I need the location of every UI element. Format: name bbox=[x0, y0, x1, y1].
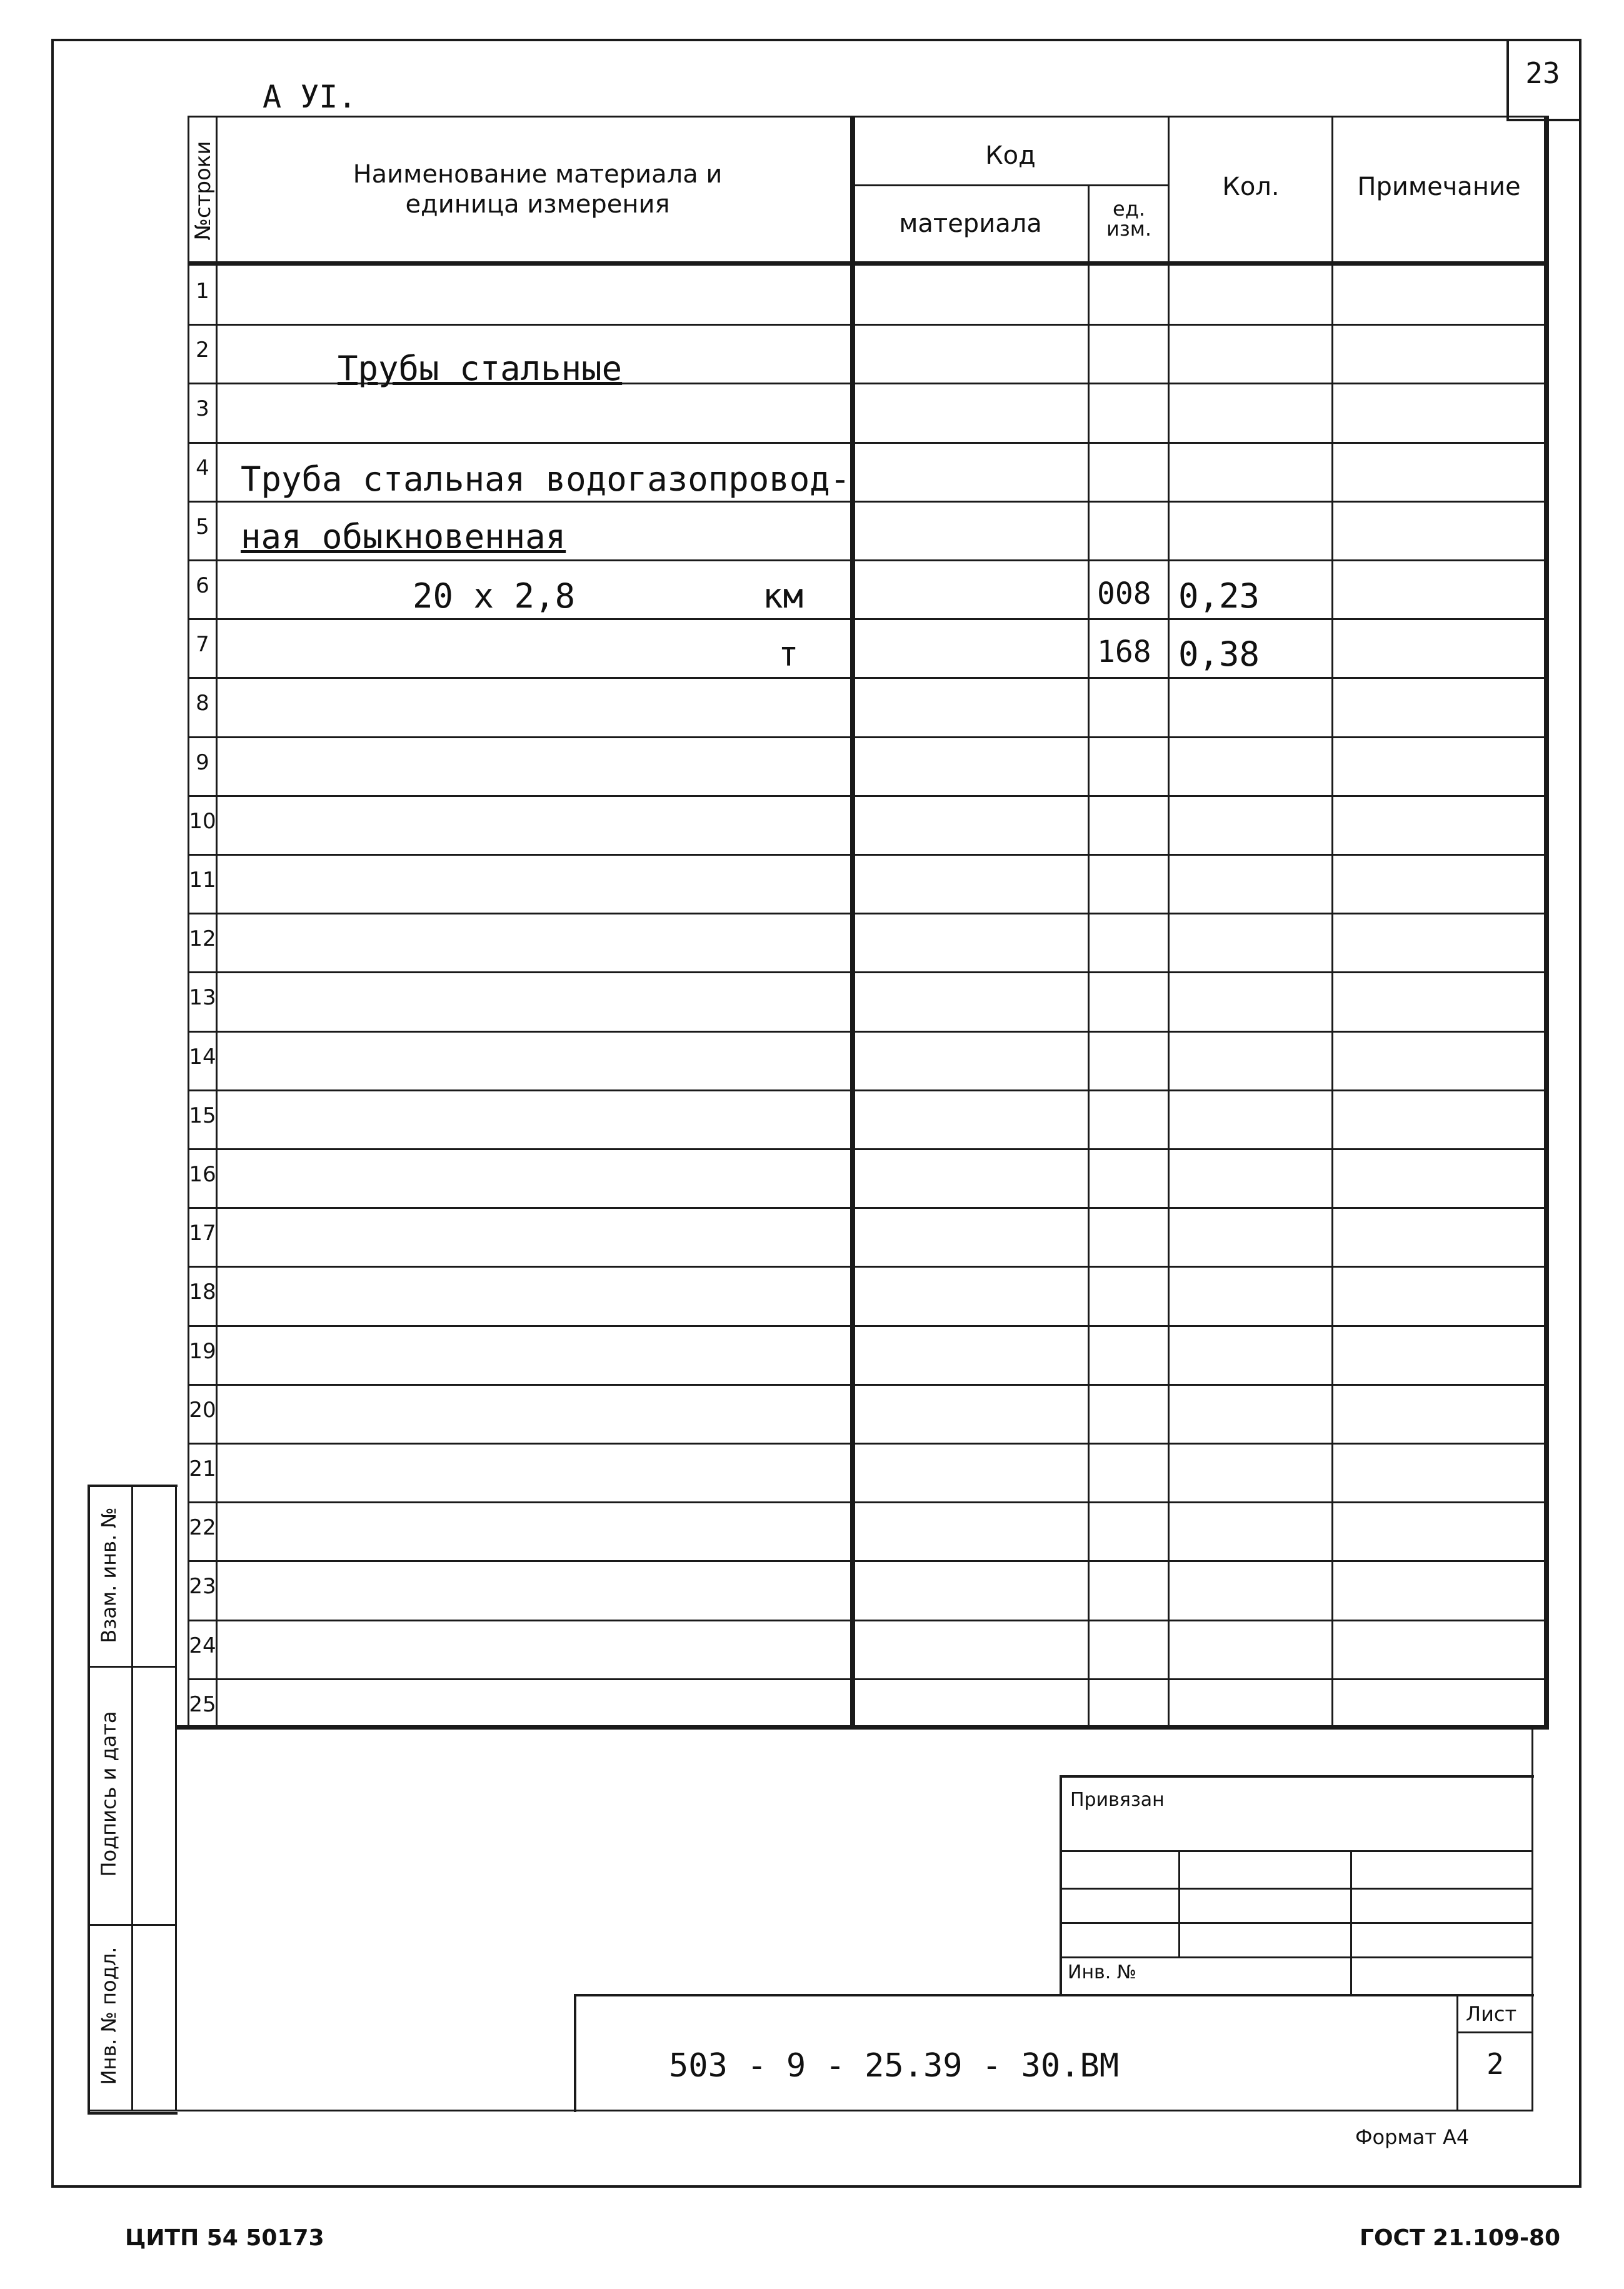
stamp-inv-no: Инв. № bbox=[1068, 1961, 1137, 1983]
header-code-unit: ед. изм. bbox=[1106, 197, 1152, 241]
side-label-inv-podl: Инв. № подл. bbox=[97, 1946, 121, 2085]
row-6-code: 008 bbox=[1097, 576, 1151, 611]
row-line bbox=[188, 1560, 1549, 1562]
row-number: 8 bbox=[196, 691, 209, 716]
row-line bbox=[188, 1325, 1549, 1327]
row-number: 2 bbox=[196, 338, 209, 363]
row-number: 15 bbox=[189, 1103, 216, 1128]
row-5-name: ная обыкновенная bbox=[241, 517, 566, 556]
header-row-number: №строки bbox=[191, 141, 216, 241]
stamp-sheet-label: Лист bbox=[1466, 2002, 1517, 2026]
row-number: 3 bbox=[196, 396, 209, 421]
row-number: 14 bbox=[189, 1044, 216, 1069]
row-number: 24 bbox=[189, 1633, 216, 1658]
row-line bbox=[188, 1620, 1549, 1621]
row-number: 1 bbox=[196, 279, 209, 304]
row-line bbox=[188, 442, 1549, 444]
row-line bbox=[188, 677, 1549, 679]
document-code: 503 - 9 - 25.39 - 30.ВМ bbox=[669, 2047, 1120, 2085]
row-number: 10 bbox=[189, 809, 216, 834]
row-line bbox=[188, 1443, 1549, 1445]
row-number: 5 bbox=[196, 514, 209, 539]
stamp-privyazan: Привязан bbox=[1070, 1789, 1165, 1811]
footer-left: ЦИТП 54 50173 bbox=[125, 2225, 324, 2251]
row-line bbox=[188, 618, 1549, 620]
row-number: 21 bbox=[189, 1456, 216, 1481]
header-name: Наименование материала и единица измерения bbox=[353, 160, 723, 219]
row-6-qty: 0,23 bbox=[1178, 576, 1260, 616]
row-number: 11 bbox=[189, 868, 216, 893]
row-line bbox=[188, 1089, 1549, 1091]
row-2-name: Трубы стальные bbox=[338, 349, 623, 388]
row-number: 22 bbox=[189, 1515, 216, 1540]
row-7-qty: 0,38 bbox=[1178, 634, 1260, 674]
row-number: 16 bbox=[189, 1162, 216, 1187]
header-note: Примечание bbox=[1357, 173, 1521, 201]
row-number: 19 bbox=[189, 1339, 216, 1364]
row-line bbox=[188, 736, 1549, 738]
section-mark: А УI. bbox=[263, 79, 357, 115]
row-6-name: 20 х 2,8 bbox=[413, 576, 576, 616]
row-number: 12 bbox=[189, 926, 216, 951]
row-line bbox=[188, 501, 1549, 503]
row-line bbox=[188, 1266, 1549, 1268]
row-number: 25 bbox=[189, 1692, 216, 1717]
row-line bbox=[188, 1031, 1549, 1033]
row-number: 4 bbox=[196, 456, 209, 481]
row-number: 20 bbox=[189, 1398, 216, 1423]
row-7-code: 168 bbox=[1097, 634, 1151, 669]
side-label-podpis-data: Подпись и дата bbox=[97, 1711, 121, 1877]
row-line bbox=[188, 1207, 1549, 1209]
row-number: 17 bbox=[189, 1221, 216, 1246]
row-4-name: Труба стальная водогазопровод- bbox=[241, 459, 851, 499]
header-code: Код bbox=[985, 141, 1036, 170]
page-number: 23 bbox=[1525, 56, 1560, 90]
row-number: 13 bbox=[189, 985, 216, 1010]
header-quantity: Кол. bbox=[1222, 173, 1280, 201]
row-7-unit: т bbox=[778, 634, 799, 674]
row-line bbox=[188, 1678, 1549, 1680]
row-line bbox=[188, 559, 1549, 561]
footer-right: ГОСТ 21.109-80 bbox=[1360, 2225, 1561, 2251]
row-line bbox=[188, 1148, 1549, 1150]
stamp-sheet-number: 2 bbox=[1486, 2047, 1504, 2081]
row-line bbox=[188, 324, 1549, 326]
side-label-vzam-inv: Взам. инв. № bbox=[97, 1507, 121, 1643]
row-line bbox=[188, 854, 1549, 856]
header-code-material: материала bbox=[899, 209, 1042, 238]
row-number: 18 bbox=[189, 1280, 216, 1305]
row-number: 23 bbox=[189, 1574, 216, 1599]
row-6-unit: км bbox=[763, 576, 804, 616]
row-number: 6 bbox=[196, 573, 209, 598]
row-line bbox=[188, 913, 1549, 914]
format-label: Формат А4 bbox=[1355, 2125, 1470, 2149]
row-line bbox=[188, 971, 1549, 973]
row-number: 9 bbox=[196, 750, 209, 775]
row-number: 7 bbox=[196, 632, 209, 657]
row-line bbox=[188, 1384, 1549, 1386]
row-line bbox=[188, 795, 1549, 797]
row-line bbox=[188, 1501, 1549, 1503]
